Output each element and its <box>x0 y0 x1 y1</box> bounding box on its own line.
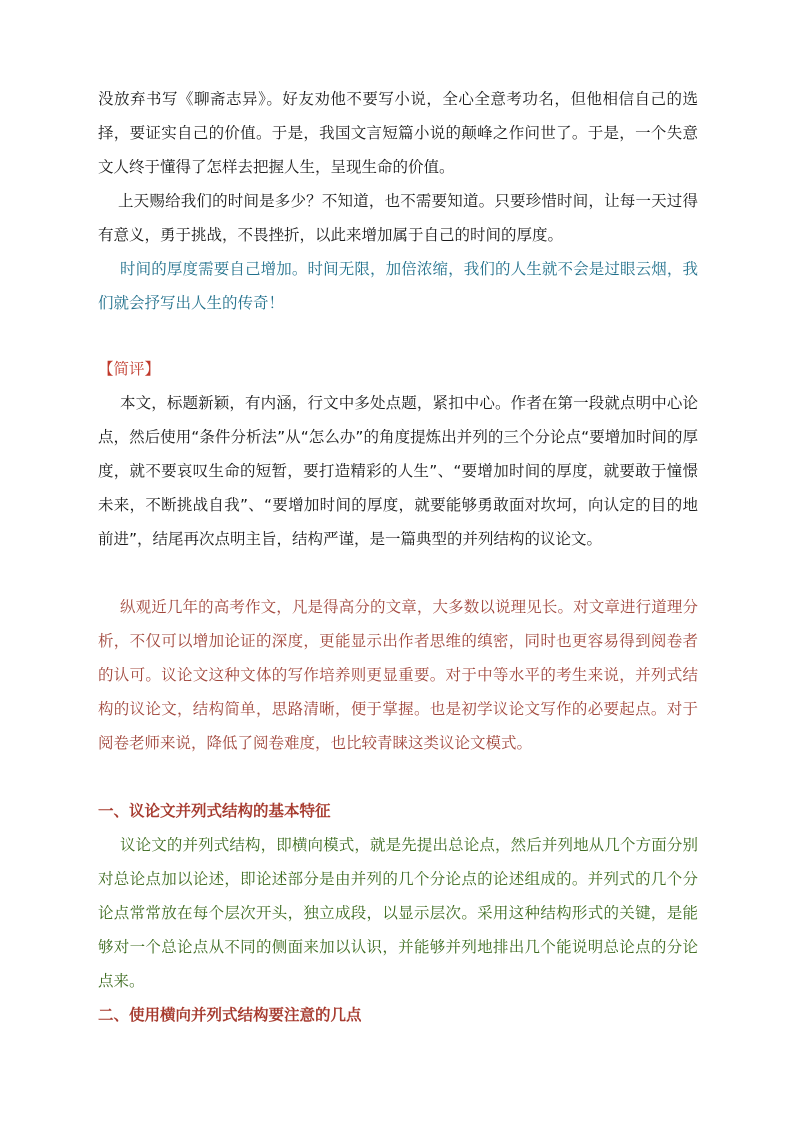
story-conclusion-paragraph: 时间的厚度需要自己增加。时间无限，加倍浓缩，我们的人生就不会是过眼云烟，我们就会抒写出人生的传奇！ <box>98 260 698 312</box>
story-paragraph-2: 上天赐给我们的时间是多少？不知道，也不需要知道。只要珍惜时间，让每一天过得有意义，勇于挑战，不畏挫折，以此来增加属于自己的时间的厚度。 <box>98 192 698 244</box>
section-2-heading: 二、使用横向并列式结构要注意的几点 <box>98 1006 362 1024</box>
review-label: 【简评】 <box>98 360 161 378</box>
review-paragraph-2: 纵观近几年的高考作文，凡是得高分的文章，大多数以说理见长。对文章进行道理分析，不仅可以增加论证的深度，更能显示出作者思维的缜密，同时也更容易得到阅卷者的认可。议论文这种文体的写作培养则更显重要。对于中等水平的考生来说，并列式结构的议论文，结构简单，思路清晰，便于掌握。也是初学议论文写作的必要起点。对于阅卷老师来说，降低了阅卷难度，也比较青睐这类议论文模式。 <box>98 598 698 752</box>
section-1-heading: 一、议论文并列式结构的基本特征 <box>98 802 331 820</box>
review-paragraph-1: 本文，标题新颖，有内涵，行文中多处点题，紧扣中心。作者在第一段就点明中心论点，然后使用“条件分析法”从“怎么办”的角度提炼出并列的三个分论点“要增加时间的厚度，就不要哀叹生命的短暂，要打造精彩的人生”、“要增加时间的厚度，就要敢于憧憬未来，不断挑战自我”、“要增加时间的厚度，就要能够勇敢面对坎坷，向认定的目的地前进”，结尾再次点明主旨，结构严谨，是一篇典型的并列结构的议论文。 <box>98 394 698 548</box>
section-1-body: 议论文的并列式结构，即横向模式，就是先提出总论点，然后并列地从几个方面分别对总论点加以论述，即论述部分是由并列的几个分论点的论述组成的。并列式的几个分论点常常放在每个层次开头，独立成段，以显示层次。采用这种结构形式的关键，是能够对一个总论点从不同的侧面来加以认识，并能够并列地排出几个能说明总论点的分论点来。 <box>98 836 698 990</box>
story-paragraph-1: 没放弃书写《聊斋志异》。好友劝他不要写小说，全心全意考功名，但他相信自己的选择，要证实自己的价值。于是，我国文言短篇小说的颠峰之作问世了。于是，一个失意文人终于懂得了怎样去把握人生，呈现生命的价值。 <box>98 90 698 176</box>
